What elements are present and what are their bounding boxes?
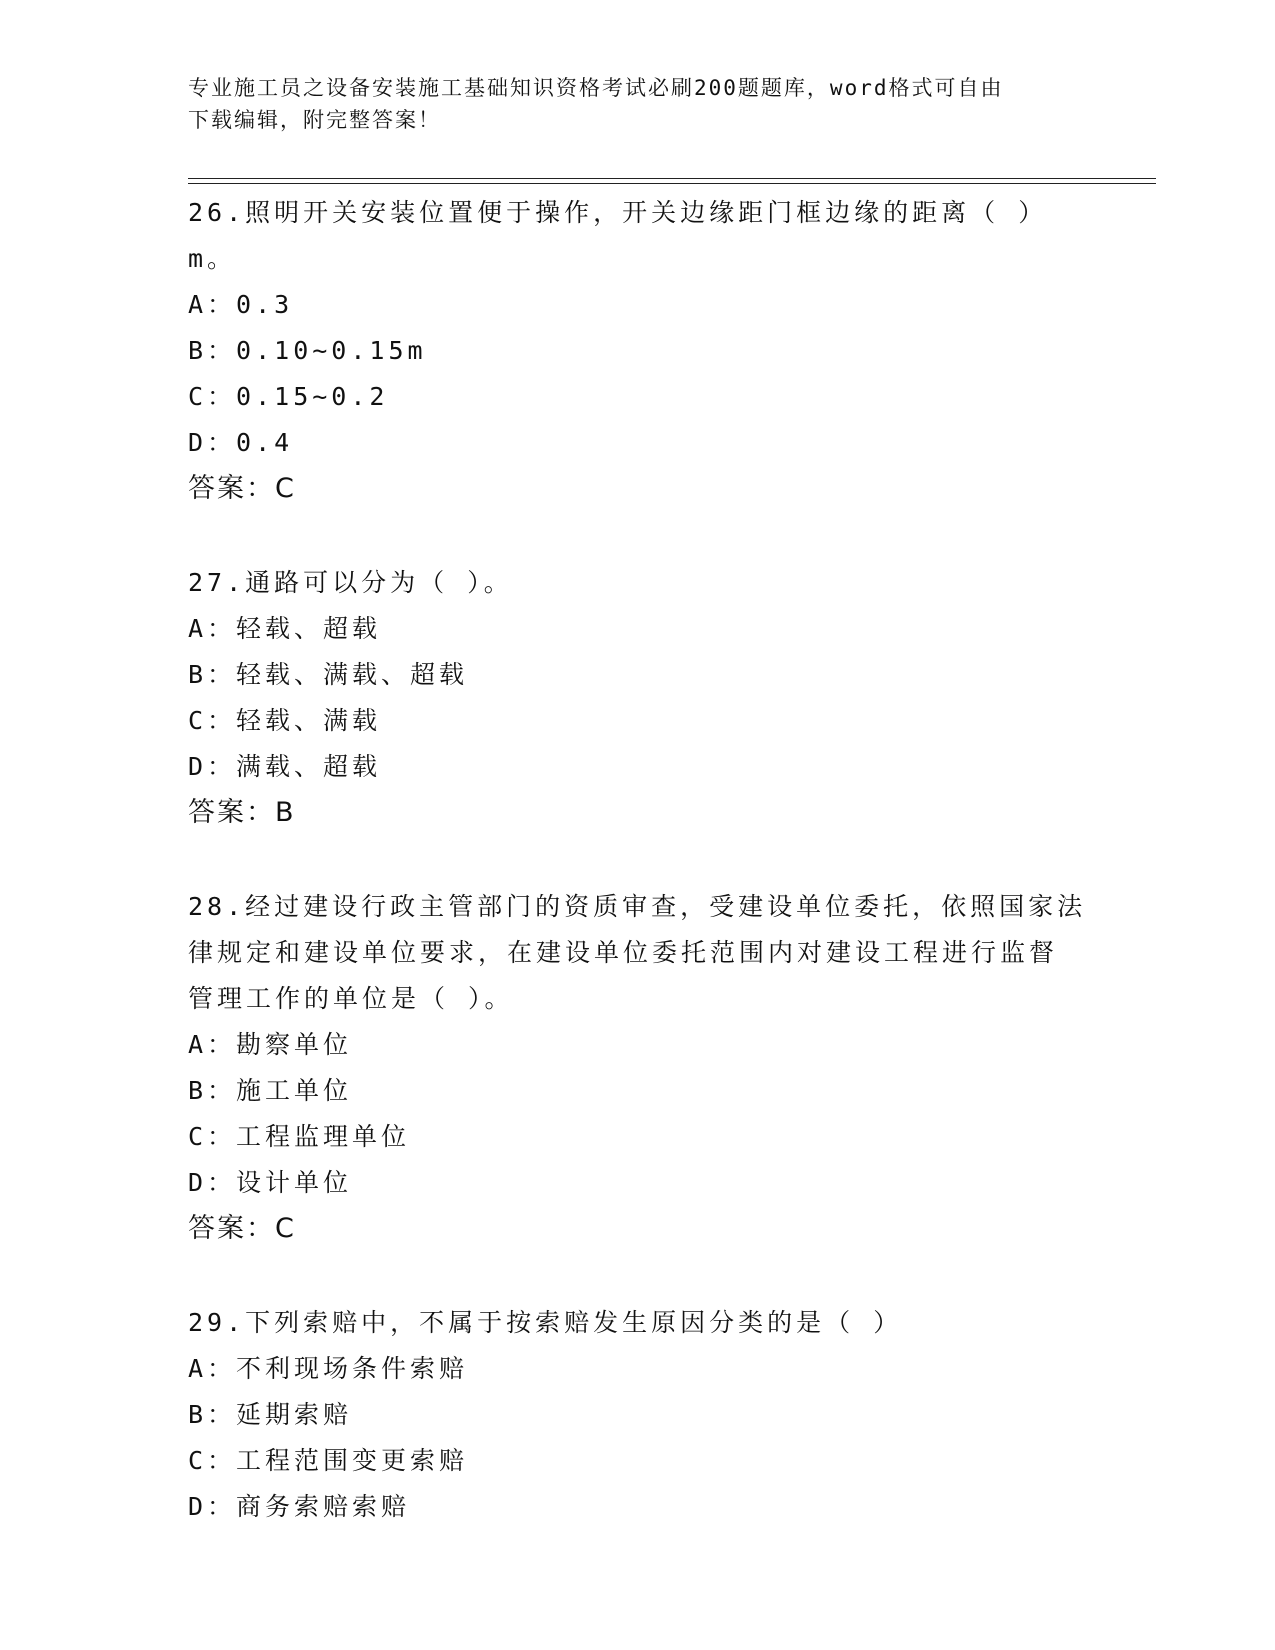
option-a: A：不利现场条件索赔 (188, 1354, 469, 1383)
option-d: D：满载、超载 (188, 752, 382, 781)
option-b: B：0.10~0.15m (188, 336, 427, 365)
answer-line: 答案：C (188, 473, 296, 504)
option-c: C：工程范围变更索赔 (188, 1446, 469, 1475)
question-stem-line-1: 28.经过建设行政主管部门的资质审查，受建设单位委托，依照国家法 (188, 892, 1087, 921)
answer-line: 答案：C (188, 1213, 296, 1244)
question-stem-line-3: 管理工作的单位是（ ）。 (188, 984, 514, 1013)
question-list (188, 190, 1088, 1578)
question-stem: 29.下列索赔中，不属于按索赔发生原因分类的是（ ） (188, 1308, 903, 1337)
header-intro-line-2: 下载编辑，附完整答案！ (188, 108, 441, 132)
option-b: B：延期索赔 (188, 1400, 353, 1429)
question-stem: 27.通路可以分为（ ）。 (188, 568, 513, 597)
option-d: D：0.4 (188, 428, 294, 457)
option-b: B：轻载、满载、超载 (188, 660, 469, 689)
answer-line: 答案：B (188, 797, 296, 828)
question-26 (188, 190, 1088, 512)
option-d: D：设计单位 (188, 1168, 353, 1197)
option-c: C：工程监理单位 (188, 1122, 411, 1151)
option-c: C：0.15~0.2 (188, 382, 389, 411)
option-d: D：商务索赔索赔 (188, 1492, 411, 1521)
option-a: A：轻载、超载 (188, 614, 382, 643)
option-b: B：施工单位 (188, 1076, 353, 1105)
option-a: A：勘察单位 (188, 1030, 353, 1059)
document-header (188, 72, 1088, 136)
question-28 (188, 884, 1088, 1252)
option-c: C：轻载、满载 (188, 706, 382, 735)
question-stem-line-2: 律规定和建设单位要求，在建设单位委托范围内对建设工程进行监督 (188, 938, 1059, 967)
header-divider-top (188, 178, 1156, 179)
question-stem: 26.照明开关安装位置便于操作，开关边缘距门框边缘的距离（ ）m。 (188, 198, 1048, 273)
question-27 (188, 560, 1088, 836)
header-divider-bottom (188, 183, 1156, 184)
option-a: A：0.3 (188, 290, 294, 319)
question-29 (188, 1300, 1088, 1530)
header-intro-line-1: 专业施工员之设备安装施工基础知识资格考试必刷200题题库，word格式可自由 (188, 76, 1004, 100)
